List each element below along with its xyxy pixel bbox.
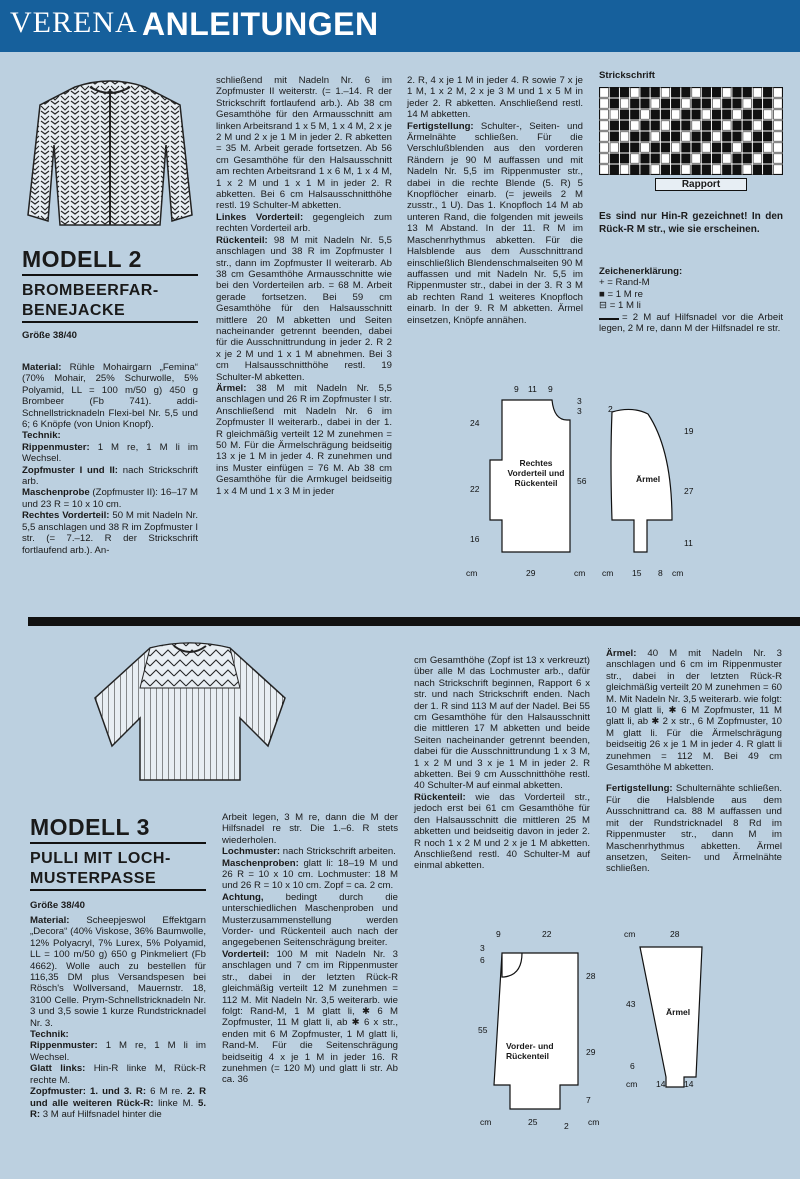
chart-cell xyxy=(712,110,721,119)
chart-cell xyxy=(610,121,619,130)
svg-text:cm: cm xyxy=(624,929,636,939)
model2-subtitle-1: BROMBEERFAR- xyxy=(22,282,159,299)
svg-text:19: 19 xyxy=(684,426,694,436)
model3-column-1: Material: Scheepjeswol Effektgarn „Decora“ (40% Viskose, 36% Baumwolle, 12% Polyacryl, 7% Lurex, 5% Polyamid, LL = 100 m/50 g) 650 g Pinkmeliert (Fb 4662). Wolle auch zu bestellen für 116,35 DM plus Versandspesen bei Rösch's Wollversand, Mauernstr. 18, 3100 Celle. Prym-Schnellstricknadeln Nr. 3 und 3,5 sowie 1 kurze Rundstricknadel Nr. 3. Technik: Rippenmuster: 1 M re, 1 M li im Wechsel. Glatt links: Hin-R linke M, Rück-R rechte M. Zopfmuster: 1. und 3. R: 6 M re. 2. R und alle weiteren Rück-R: linke M. 5. R: 3 M auf Hilfsnadel hinter die xyxy=(30,915,206,1120)
chart-cell xyxy=(620,88,629,97)
chart-cell xyxy=(702,165,711,174)
chart-cell xyxy=(630,165,639,174)
chart-cell xyxy=(692,121,701,130)
svg-text:3: 3 xyxy=(480,943,485,953)
cable-icon xyxy=(599,312,619,320)
chart-cell xyxy=(712,99,721,108)
chart-cell xyxy=(763,154,772,163)
chart-cell xyxy=(753,132,762,141)
svg-text:14: 14 xyxy=(656,1079,666,1089)
chart-cell xyxy=(774,143,783,152)
chart-cell xyxy=(641,132,650,141)
chart-cell xyxy=(651,154,660,163)
chart-cell xyxy=(733,143,742,152)
svg-text:28: 28 xyxy=(586,971,596,981)
chart-cell xyxy=(610,154,619,163)
svg-text:2: 2 xyxy=(608,404,613,414)
chart-cell xyxy=(600,132,609,141)
chart-cell xyxy=(743,132,752,141)
chart-cell xyxy=(682,132,691,141)
knitting-chart xyxy=(599,87,783,175)
chart-cell xyxy=(610,110,619,119)
chart-cell xyxy=(743,99,752,108)
chart-cell xyxy=(600,165,609,174)
chart-cell xyxy=(722,121,731,130)
chart-cell xyxy=(712,143,721,152)
chart-cell xyxy=(620,143,629,152)
chart-cell xyxy=(722,165,731,174)
svg-text:29: 29 xyxy=(586,1047,596,1057)
chart-cell xyxy=(753,154,762,163)
svg-text:cm: cm xyxy=(480,1117,492,1127)
chart-title: Strickschrift xyxy=(599,70,655,81)
chart-cell xyxy=(702,110,711,119)
chart-cell xyxy=(774,99,783,108)
chart-cell xyxy=(620,110,629,119)
chart-cell xyxy=(671,99,680,108)
chart-cell xyxy=(753,121,762,130)
model2-column-2: schließend mit Nadeln Nr. 6 im Zopfmuster II weiterstr. (= 1.–14. R der Strickschrift fortlaufend arb.). Ab 38 cm Gesamthöhe für den Armausschnitt am linken Arbeitsrand 1 x 5 M, 1 x 4 M, 2 x je 2 M und 2 x je 1 M in jeder 2. R abketten = 35 M. Arbeit gerade fortsetzen. Ab 56 cm Gesamthöhe für den Halsausschnitt am rechten Arbeitsrand 1 x 6 M, 1 x 4 M, 1 x 2 M und 1 x 1 M in jeder 2. R abketten. Bei 6 cm Halsausschnitthöhe restl. 19 Schulter-M abketten. Linkes Vorderteil: gegengleich zum rechten Vorderteil arb. Rückenteil: 98 M mit Nadeln Nr. 5,5 anschlagen und 38 R im Zopfmuster I str., dann im Zopfmuster II weiterarb. Ab 38 cm Gesamthöhe Armausschnitte wie bei den Vorderteilen arb. = 68 M. Arbeit gerade fortsetzen. Bei 59 cm Gesamthöhe für den Halsausschnitt mittlere 20 M abketten und Seiten nacheinander getrennt beenden, dabei für die Ausschnittrundung in jeder 2. R 2 x je 2 M und 1 x 1 M abnehmen. Bei 3 cm Halsausschnitthöhe restl. 19 Schulter-M abketten. Ärmel: 38 M mit Nadeln Nr. 5,5 anschlagen und 26 R im Zopfmuster I str. Anschließend mit Nadeln Nr. 6 im Zopfmuster II weiterarb., dabei in der 1. R gleichmäßig verteilt 12 M zunehmen = 50 M. Für die Ärmelschrägung beidseitig 13 x je 1 M in jeder 4. R zunehmen und ins Muster einfügen = 76 M. Ab 38 cm Gesamthöhe für die Armkugel beidseitig 1 x 4 M und 1 x 3 M in jeder xyxy=(216,75,393,497)
chart-cell xyxy=(661,154,670,163)
chart-cell xyxy=(671,110,680,119)
chart-cell xyxy=(743,154,752,163)
chart-cell xyxy=(702,143,711,152)
chart-cell xyxy=(600,99,609,108)
chart-cell xyxy=(692,143,701,152)
chart-cell xyxy=(692,110,701,119)
chart-cell xyxy=(692,154,701,163)
chart-cell xyxy=(702,132,711,141)
model3-size: Größe 38/40 xyxy=(30,900,85,911)
chart-cell xyxy=(722,132,731,141)
svg-text:3: 3 xyxy=(577,406,582,416)
chart-cell xyxy=(651,143,660,152)
chart-cell xyxy=(620,99,629,108)
chart-cell xyxy=(733,154,742,163)
chart-cell xyxy=(630,99,639,108)
chart-cell xyxy=(600,110,609,119)
chart-cell xyxy=(712,121,721,130)
chart-cell xyxy=(753,143,762,152)
chart-cell xyxy=(641,154,650,163)
model3-subtitle-1: PULLI MIT LOCH- xyxy=(30,850,171,867)
chart-cell xyxy=(661,132,670,141)
svg-text:28: 28 xyxy=(670,929,680,939)
model3-subtitle-2: MUSTERPASSE xyxy=(30,870,157,887)
chart-cell xyxy=(682,99,691,108)
chart-cell xyxy=(661,143,670,152)
chart-cell xyxy=(712,88,721,97)
chart-cell xyxy=(610,132,619,141)
svg-text:7: 7 xyxy=(586,1095,591,1105)
chart-cell xyxy=(661,121,670,130)
chart-cell xyxy=(722,110,731,119)
model2-subtitle-2: BENEJACKE xyxy=(22,302,126,319)
chart-cell xyxy=(774,88,783,97)
chart-cell xyxy=(630,132,639,141)
svg-text:11: 11 xyxy=(684,538,693,548)
model3-column-3: cm Gesamthöhe (Zopf ist 13 x verkreuzt) über alle M das Lochmuster arb., dafür nach Strickschrift beginnen, Rapport 6 x str. und nach Strickschrift enden. Nach der 1. R sind 113 M auf der Nadel. Bei 55 cm Gesamthöhe für den Halsausschnitt die mittleren 17 M abketten und beide Seiten nacheinander getrennt beenden, dabei für die Ausschnittrundung 1 x 3 M, 1 x 2 M und 3 x je 1 M in jeder 2. R abketten. Bei 9 cm Ausschnitthöhe restl. 40 Schulter-M auf einmal abketten. Rückenteil: wie das Vorderteil str., jedoch erst bei 61 cm Gesamthöhe für den Halsausschnitt die mittleren 25 M abketten und beidseitig davon in jeder 2. R noch 1 x 2 M und 2 x je 1 M abketten. Anschließend restl. 40 Schulter-M auf einmal abketten. xyxy=(414,655,590,872)
chart-cell xyxy=(743,121,752,130)
chart-cell xyxy=(671,143,680,152)
chart-cell xyxy=(722,143,731,152)
chart-cell xyxy=(600,121,609,130)
page-header xyxy=(0,0,800,52)
chart-cell xyxy=(774,110,783,119)
chart-cell xyxy=(600,154,609,163)
chart-cell xyxy=(753,99,762,108)
chart-cell xyxy=(692,165,701,174)
chart-cell xyxy=(763,132,772,141)
chart-cell xyxy=(610,143,619,152)
svg-text:56: 56 xyxy=(577,476,587,486)
svg-text:29: 29 xyxy=(526,568,536,578)
chart-cell xyxy=(620,154,629,163)
svg-text:9: 9 xyxy=(514,384,519,394)
model2-schematic xyxy=(462,380,722,580)
chart-cell xyxy=(600,143,609,152)
chart-cell xyxy=(682,110,691,119)
chart-cell xyxy=(600,88,609,97)
chart-cell xyxy=(702,88,711,97)
chart-cell xyxy=(753,110,762,119)
svg-text:cm: cm xyxy=(574,568,586,578)
chart-cell xyxy=(641,88,650,97)
chart-cell xyxy=(661,110,670,119)
chart-cell xyxy=(743,165,752,174)
chart-cell xyxy=(682,143,691,152)
model2-column-1: Material: Rühle Mohairgarn „Femina“ (70% Mohair, 25% Schurwolle, 5% Polyamid, LL = 100 m/50 g) 450 g Brombeer (Fb 741). addi-Schnellstricknadeln Flexi-bel Nr. 5,5 und 6; 6 Knöpfe (von Union Knopf). Technik: Rippenmuster: 1 M re, 1 M li im Wechsel. Zopfmuster I und II: nach Strickschrift arb. Maschenprobe (Zopfmuster II): 16–17 M und 23 R = 10 x 10 cm. Rechtes Vorderteil: 50 M mit Nadeln Nr. 5,5 anschlagen und 38 R im Zopfmuster I str. (= 7.–12. R der Strickschrift fortlaufend arb.). An- xyxy=(22,362,198,556)
section-title: ANLEITUNGEN xyxy=(142,6,379,42)
svg-text:27: 27 xyxy=(684,486,694,496)
svg-text:15: 15 xyxy=(632,568,642,578)
chart-cell xyxy=(682,121,691,130)
chart-cell xyxy=(733,132,742,141)
svg-text:2: 2 xyxy=(564,1121,569,1131)
chart-cell xyxy=(763,110,772,119)
chart-cell xyxy=(774,132,783,141)
chart-cell xyxy=(661,165,670,174)
chart-cell xyxy=(733,110,742,119)
chart-cell xyxy=(630,121,639,130)
chart-cell xyxy=(630,88,639,97)
svg-text:16: 16 xyxy=(470,534,480,544)
section-divider xyxy=(28,617,800,626)
chart-cell xyxy=(702,121,711,130)
chart-cell xyxy=(753,165,762,174)
chart-cell xyxy=(651,132,660,141)
chart-cell xyxy=(610,165,619,174)
chart-cell xyxy=(692,132,701,141)
model3-schematic xyxy=(470,925,790,1165)
jacket-illustration xyxy=(20,75,200,235)
model3-column-2: Arbeit legen, 3 M re, dann die M der Hilfsnadel re str. Die 1.–6. R stets wiederholen. Lochmuster: nach Strickschrift arbeiten. Maschenproben: glatt li: 18–19 M und 26 R = 10 x 10 cm. Lochmuster: 18 M und 26 R = 10 x 10 cm. Zopf = ca. 2 cm. Achtung, bedingt durch die unterschiedlichen Maschenproben und Musterzusammenstellung werden Vorder- und Rückenteil auch nach der angegebenen Seitenschrägung breiter. Vorderteil: 100 M mit Nadeln Nr. 3 anschlagen und 7 cm im Rippenmuster str., dabei in der letzten Rück-R gleichmäßig verteilt 12 M zunehmen = 112 M. Mit Nadeln Nr. 3,5 weiterarb. wie folgt: Rand-M, 1 M glatt li, ✱ 6 M Zopfmuster, 11 M glatt li, ab ✱ 6 x str., enden mit 6 M Zopfmuster, 1 M glatt li, Rand-M. Für die Seitenschrägung beidseitig 4 x je 1 M in jeder 16. R zunehmen (= 120 M) und glatt li str. Ab ca. 36 xyxy=(222,812,398,1086)
svg-text:cm: cm xyxy=(602,568,614,578)
chart-cell xyxy=(682,88,691,97)
chart-cell xyxy=(641,121,650,130)
chart-cell xyxy=(712,165,721,174)
front-back-label: Vorder- und Rückenteil xyxy=(506,1041,554,1061)
svg-text:cm: cm xyxy=(672,568,684,578)
chart-cell xyxy=(743,110,752,119)
chart-cell xyxy=(620,165,629,174)
svg-text:6: 6 xyxy=(630,1061,635,1071)
svg-text:24: 24 xyxy=(470,418,480,428)
model3-column-4: Ärmel: 40 M mit Nadeln Nr. 3 anschlagen und 6 cm im Rippenmuster str., dabei in der letzten Rück-R gleichmäßig verteilt 20 M zunehmen = 60 M. Mit Nadeln Nr. 3,5 weiterarb. wie folgt: 10 M glatt li, ✱ 6 M Zopfmuster, 11 M glatt li, ab ✱ 2 x str., 6 M Zopfmuster, 10 M glatt li. Für die Ärmelschrägung beidseitig 26 x je 1 M in jeder 4. R glatt li zunehmen = 112 M. Bei 49 cm Gesamthöhe M abketten. Fertigstellung: Schulternähte schließen. Für die Halsblende aus dem Ausschnittrand ca. 88 M auffassen und mit der Rundstricknadel 8 Rd im Rippenmuster str., dann M im Maschenrhythmus abketten. Ärmel ansetzen, Seiten- und Ärmelnähte schließen. xyxy=(606,648,782,875)
chart-cell xyxy=(651,121,660,130)
chart-cell xyxy=(774,121,783,130)
chart-cell xyxy=(610,99,619,108)
svg-text:cm: cm xyxy=(466,568,478,578)
svg-text:43: 43 xyxy=(626,999,636,1009)
model2-size: Größe 38/40 xyxy=(22,330,77,341)
svg-text:3: 3 xyxy=(577,396,582,406)
rapport-label: Rapport xyxy=(655,178,747,191)
chart-cell xyxy=(651,165,660,174)
svg-text:22: 22 xyxy=(542,929,552,939)
chart-cell xyxy=(692,88,701,97)
chart-cell xyxy=(630,143,639,152)
chart-cell xyxy=(610,88,619,97)
svg-text:6: 6 xyxy=(480,955,485,965)
chart-cell xyxy=(722,154,731,163)
chart-cell xyxy=(774,165,783,174)
svg-text:14: 14 xyxy=(684,1079,694,1089)
svg-text:Ärmel: Ärmel xyxy=(666,1007,691,1017)
chart-cell xyxy=(671,132,680,141)
svg-text:cm: cm xyxy=(588,1117,600,1127)
chart-cell xyxy=(712,154,721,163)
svg-text:55: 55 xyxy=(478,1025,488,1035)
svg-text:11: 11 xyxy=(528,384,537,394)
chart-cell xyxy=(630,110,639,119)
chart-cell xyxy=(743,88,752,97)
chart-cell xyxy=(702,99,711,108)
legend: Zeichenerklärung: + = Rand-M ■ = 1 M re ⊟ = 1 M li = 2 M auf Hilfsnadel vor die Arbeit legen, 2 M re, dann M der Hilfsnadel re str. xyxy=(599,266,783,335)
chart-cell xyxy=(763,121,772,130)
chart-cell xyxy=(712,132,721,141)
chart-cell xyxy=(722,88,731,97)
chart-cell xyxy=(671,88,680,97)
sweater-illustration xyxy=(90,638,290,788)
chart-cell xyxy=(671,121,680,130)
chart-cell xyxy=(722,99,731,108)
svg-text:25: 25 xyxy=(528,1117,538,1127)
chart-cell xyxy=(620,132,629,141)
chart-cell xyxy=(671,165,680,174)
svg-text:8: 8 xyxy=(658,568,663,578)
svg-text:22: 22 xyxy=(470,484,480,494)
chart-cell xyxy=(763,88,772,97)
svg-text:cm: cm xyxy=(626,1079,638,1089)
model2-title: MODELL 2 xyxy=(22,246,142,272)
chart-cell xyxy=(763,165,772,174)
svg-text:9: 9 xyxy=(548,384,553,394)
chart-cell xyxy=(763,99,772,108)
chart-cell xyxy=(641,110,650,119)
chart-cell xyxy=(733,99,742,108)
model3-title: MODELL 3 xyxy=(30,814,150,840)
chart-cell xyxy=(763,143,772,152)
chart-cell xyxy=(743,143,752,152)
chart-cell xyxy=(651,99,660,108)
chart-note: Es sind nur Hin-R gezeichnet! In den Rück-R M str., wie sie erscheinen. xyxy=(599,211,783,235)
chart-cell xyxy=(651,88,660,97)
model2-column-3: 2. R, 4 x je 1 M in jeder 4. R sowie 7 x je 1 M, 1 x 2 M, 2 x je 3 M und 1 x 5 M in jeder 2. R abketten. Anschließend restl. 14 M abketten. Fertigstellung: Schulter-, Seiten- und Ärmelnähte schließen. Für die Verschlußblenden aus den vorderen Rändern je 90 M auffassen und mit Nadeln Nr. 5,5 im Rippenmuster str., dabei in die rechte Blende (5. R) 5 Knopflöcher einarb. (= jeweils 2 M zusstr., 1 U). Das 1. Knopfloch 14 M ab unteren Rand, die folgenden mit jeweils 13 M Abstand. In der 11. R M im Maschenrhythmus abketten. Für die Halsblende aus dem Ausschnittrand einschließlich Blendenschmalseiten 90 M auffassen und mit Nadeln Nr. 5,5 im Rippenmuster str., dabei in der 3. R 3 M ab rechten Rand 1 weiteres Knopfloch einarb. In der 9. R M abketten. Ärmel einsetzen, Knöpfe annähen. xyxy=(407,75,583,326)
brand-logo: VERENA xyxy=(10,6,138,39)
chart-cell xyxy=(702,154,711,163)
chart-cell xyxy=(641,143,650,152)
chart-cell xyxy=(651,110,660,119)
chart-cell xyxy=(753,88,762,97)
chart-cell xyxy=(682,154,691,163)
chart-cell xyxy=(671,154,680,163)
chart-cell xyxy=(692,99,701,108)
svg-text:Ärmel: Ärmel xyxy=(636,474,661,484)
chart-cell xyxy=(641,165,650,174)
chart-cell xyxy=(661,99,670,108)
chart-cell xyxy=(630,154,639,163)
chart-cell xyxy=(733,121,742,130)
chart-cell xyxy=(733,165,742,174)
chart-cell xyxy=(641,99,650,108)
front-piece-label: Rechtes Vorderteil und Rückenteil xyxy=(507,458,565,488)
svg-text:9: 9 xyxy=(496,929,501,939)
chart-cell xyxy=(682,165,691,174)
chart-cell xyxy=(661,88,670,97)
chart-cell xyxy=(774,154,783,163)
chart-cell xyxy=(620,121,629,130)
chart-cell xyxy=(733,88,742,97)
